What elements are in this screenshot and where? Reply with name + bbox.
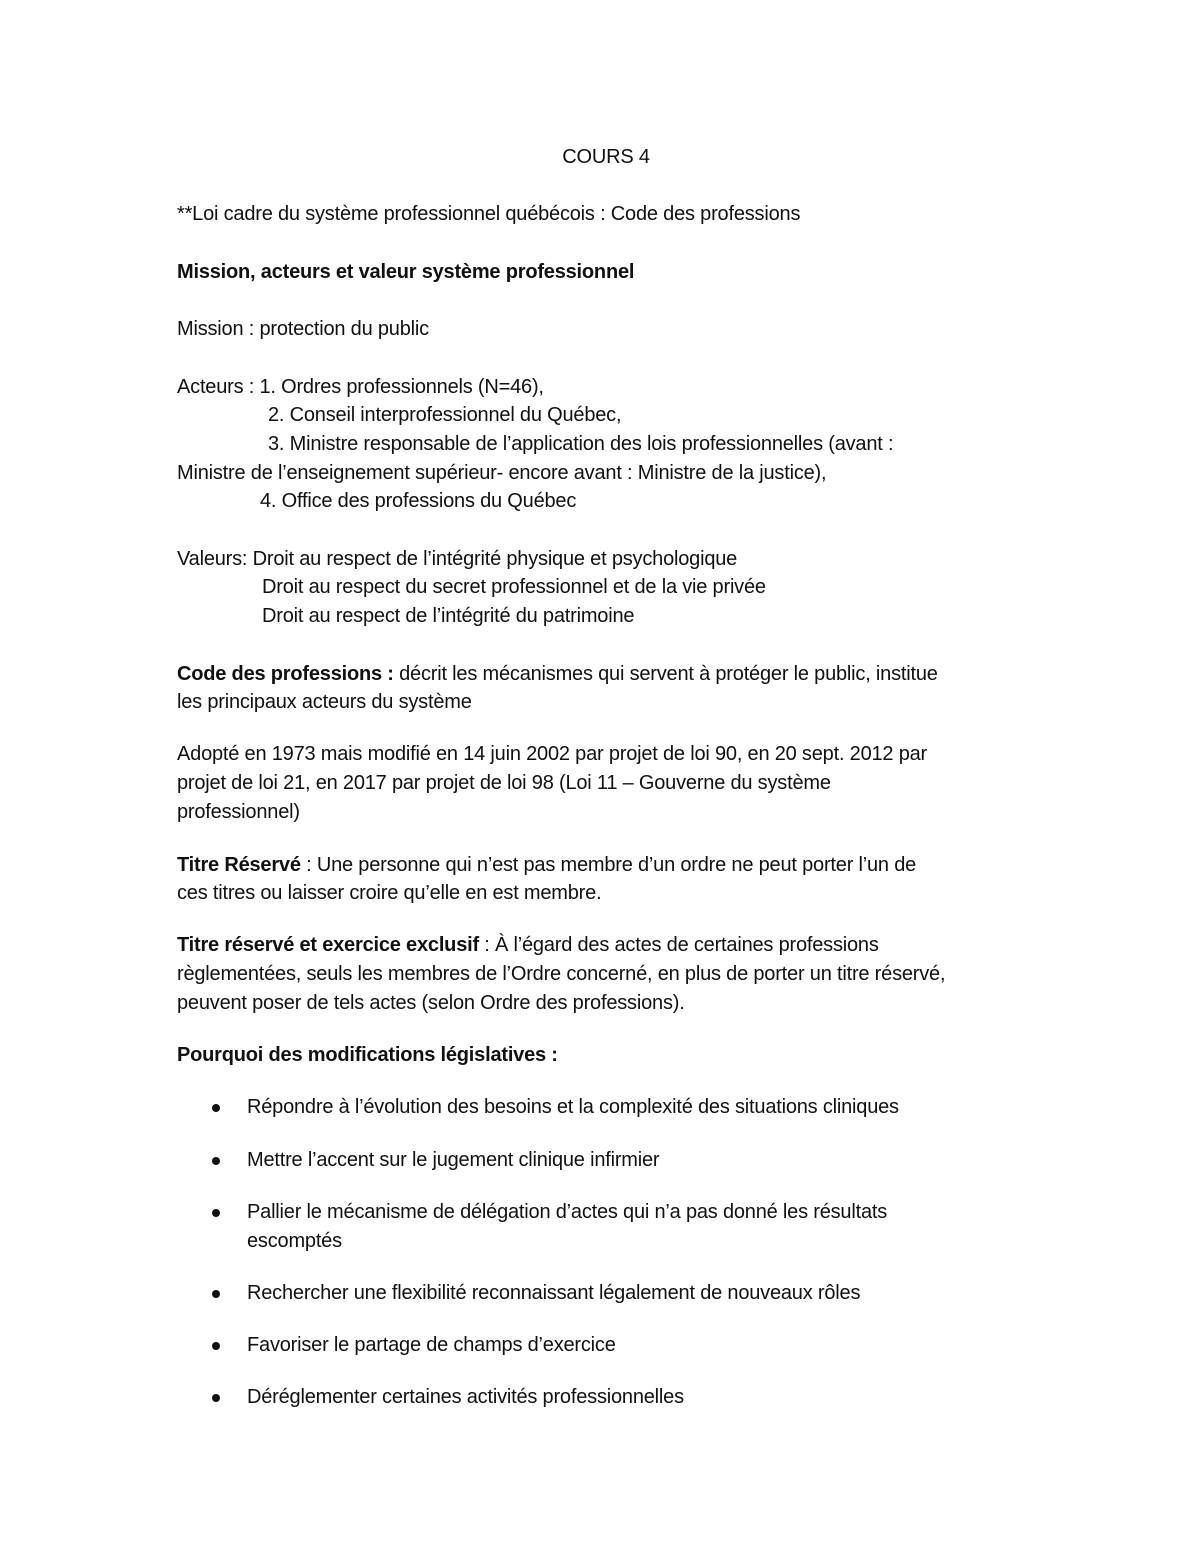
mission-line: Mission : protection du public [177, 318, 429, 340]
bullet-dot-icon [212, 1394, 220, 1402]
bullet-dot-icon [212, 1157, 220, 1165]
bullet-text: Déréglementer certaines activités professionnelles [247, 1386, 684, 1408]
exercice-exclusif-text: : À l’égard des actes de certaines professions [478, 934, 879, 956]
exercice-exclusif-line-1 [177, 931, 879, 960]
section-heading: Mission, acteurs et valeur système professionnel [177, 261, 635, 283]
exercice-exclusif-label: Titre réservé et exercice exclusif [177, 934, 479, 956]
code-paragraph-line-2: les principaux acteurs du système [177, 691, 472, 713]
bullet-text: Favoriser le partage de champs d’exercice [247, 1334, 616, 1356]
code-paragraph-line-1 [177, 660, 938, 689]
titre-reserve-line-2: ces titres ou laisser croire qu’elle en est membre. [177, 882, 602, 904]
code-text: décrit les mécanismes qui servent à protéger le public, institue [393, 663, 938, 685]
page-title: COURS 4 [562, 146, 650, 168]
titre-reserve-label: Titre Réservé [177, 854, 301, 876]
valeurs-line-3: Droit au respect de l’intégrité du patrimoine [262, 605, 635, 627]
bullet-dot-icon [212, 1209, 220, 1217]
adopte-line-1: Adopté en 1973 mais modifié en 14 juin 2002 par projet de loi 90, en 20 sept. 2012 par [177, 743, 928, 765]
exercice-exclusif-line-2: règlementées, seuls les membres de l’Ordre concerné, en plus de porter un titre réservé, [177, 963, 946, 985]
pourquoi-heading: Pourquoi des modifications législatives : [177, 1044, 558, 1066]
bullet-dot-icon [212, 1342, 220, 1350]
adopte-line-3: professionnel) [177, 801, 300, 823]
acteurs-line-2: 2. Conseil interprofessionnel du Québec, [268, 404, 622, 426]
intro-line: **Loi cadre du système professionnel québécois : Code des professions [177, 203, 801, 225]
bullet-dot-icon [212, 1290, 220, 1298]
code-label: Code des professions : [177, 663, 394, 685]
adopte-line-2: projet de loi 21, en 2017 par projet de loi 98 (Loi 11 – Gouverne du système [177, 772, 831, 794]
acteurs-line-4: Ministre de l’enseignement supérieur- encore avant : Ministre de la justice), [177, 462, 827, 484]
titre-reserve-text: : Une personne qui n’est pas membre d’un ordre ne peut porter l’un de [300, 854, 917, 876]
titre-reserve-line-1 [177, 851, 916, 880]
bullet-text-continuation: escomptés [247, 1230, 342, 1252]
valeurs-line-1: Valeurs: Droit au respect de l’intégrité physique et psychologique [177, 548, 738, 570]
bullet-text: Rechercher une flexibilité reconnaissant légalement de nouveaux rôles [247, 1282, 861, 1304]
acteurs-line-3: 3. Ministre responsable de l’application des lois professionnelles (avant : [268, 433, 894, 455]
acteurs-line-5: 4. Office des professions du Québec [260, 490, 577, 512]
valeurs-line-2: Droit au respect du secret professionnel et de la vie privée [262, 576, 766, 598]
acteurs-line-1: Acteurs : 1. Ordres professionnels (N=46), [177, 376, 544, 398]
bullet-text: Répondre à l’évolution des besoins et la complexité des situations cliniques [247, 1096, 899, 1118]
exercice-exclusif-line-3: peuvent poser de tels actes (selon Ordre des professions). [177, 992, 685, 1014]
bullet-text: Pallier le mécanisme de délégation d’actes qui n’a pas donné les résultats [247, 1201, 888, 1223]
bullet-dot-icon [212, 1104, 220, 1112]
bullet-text: Mettre l’accent sur le jugement clinique infirmier [247, 1149, 660, 1171]
